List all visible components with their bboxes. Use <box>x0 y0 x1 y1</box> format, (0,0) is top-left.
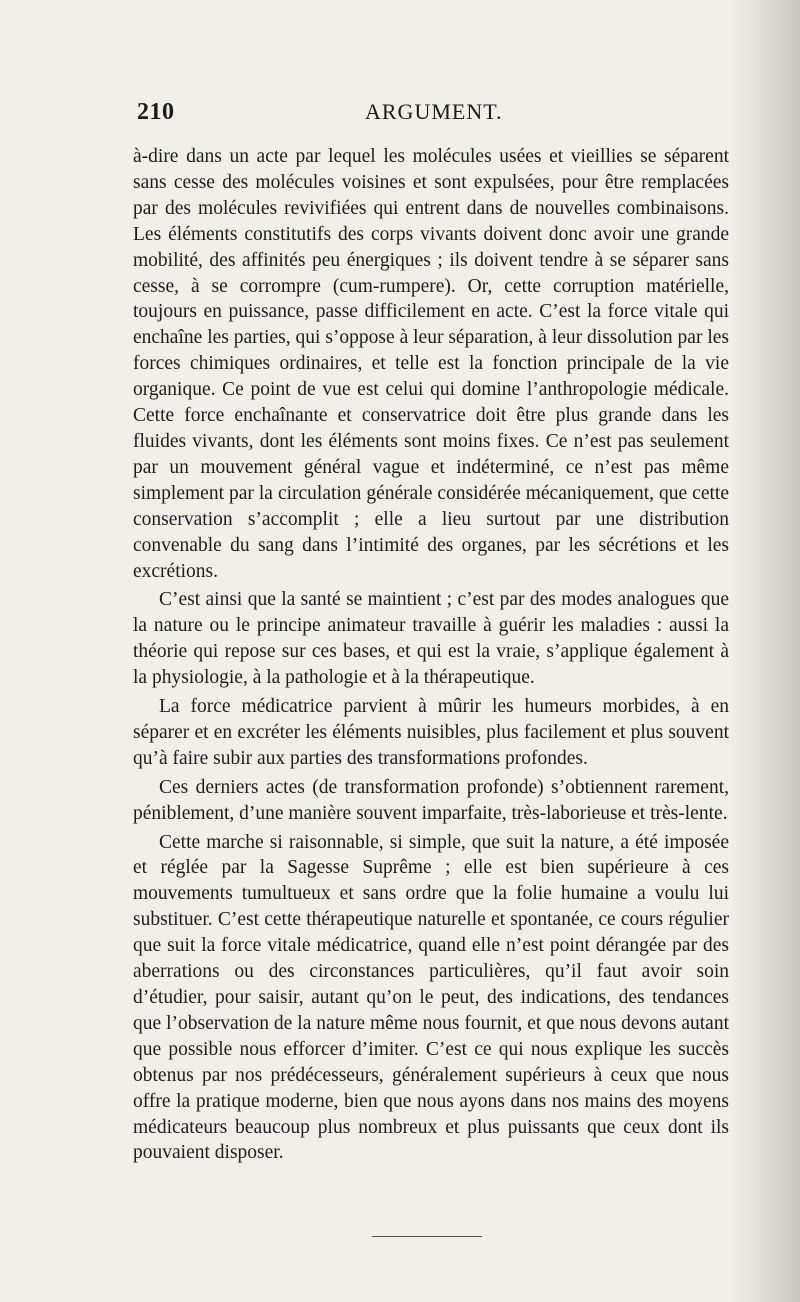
footer-rule <box>372 1236 482 1237</box>
paragraph: C’est ainsi que la santé se maintient ; c’est par des modes analogues que la nature ou le principe animateur travaille à guérir les maladies : aussi la théorie qui repose sur ces bases, et qui est la vraie, s’applique également à la physiologie, à la pathologie et à la thérapeutique. <box>133 589 729 689</box>
paragraph-continuation: à-dire dans un acte par lequel les molécules usées et vieillies se séparent sans cesse des molécules voisines et sont expulsées, pour être remplacées par des molécules revivifiées qui entrent dans de nouvelles combinaisons. Les éléments constitutifs des corps vivants doivent donc avoir une grande mobilité, des affinités peu énergiques ; ils doivent tendre à se séparer sans cesse, à se corrompre (cum-rumpere). Or, cette corruption matérielle, toujours en puissance, passe difficilement en acte. C’est la force vitale qui enchaîne les parties, qui s’oppose à leur séparation, à leur dissolution par les forces chimiques ordinaires, et telle est la fonction principale de la vie organique. Ce point de vue est celui qui domine l’anthropologie médicale. Cette force enchaînante et conservatrice doit être plus grande dans les fluides vivants, dont les éléments sont moins fixes. Ce n’est pas seulement par un mouvement général vague et indéterminé, ce n’est pas même simplement par la circulation générale considérée mécaniquement, que cette conservation s’accomplit ; elle a lieu surtout par une distribution convenable du sang dans l’intimité des organes, par les sécrétions et les excrétions. <box>133 146 729 582</box>
running-title: ARGUMENT. <box>365 99 503 124</box>
paragraph: Cette marche si raisonnable, si simple, que suit la nature, a été imposée et réglée par la Sagesse Suprême ; elle est bien supérieure à ces mouvements tumultueux et sans ordre que la folie humaine a voulu lui substituer. C’est cette thérapeutique naturelle et spontanée, ce cours régulier que suit la force vitale médicatrice, quand elle n’est point dérangée par des aberrations ou des circonstances particulières, qu’il faut avoir soin d’étudier, pour saisir, autant qu’on le peut, des indications, des tendances que l’observation de la nature même nous fournit, et que nous devons autant que possible nous efforcer d’imiter. C’est ce qui nous explique les succès obtenus par nos prédécesseurs, généralement supérieurs à ceux que nous offre la pratique moderne, bien que nous ayons dans nos mains des moyens médicateurs beaucoup plus nombreux et plus puissants que ceux dont ils pouvaient disposer. <box>133 831 729 1164</box>
page-header <box>137 99 729 135</box>
paragraph: La force médicatrice parvient à mûrir les humeurs morbides, à en séparer et en excréter les éléments nuisibles, plus facilement et plus souvent qu’à faire subir aux parties des transformations profondes. <box>133 696 729 769</box>
paragraph: Ces derniers actes (de transformation profonde) s’obtiennent rarement, péniblement, d’une manière souvent imparfaite, très-laborieuse et très-lente. <box>133 776 729 824</box>
page-number: 210 <box>137 99 175 125</box>
body-text <box>133 144 729 1169</box>
